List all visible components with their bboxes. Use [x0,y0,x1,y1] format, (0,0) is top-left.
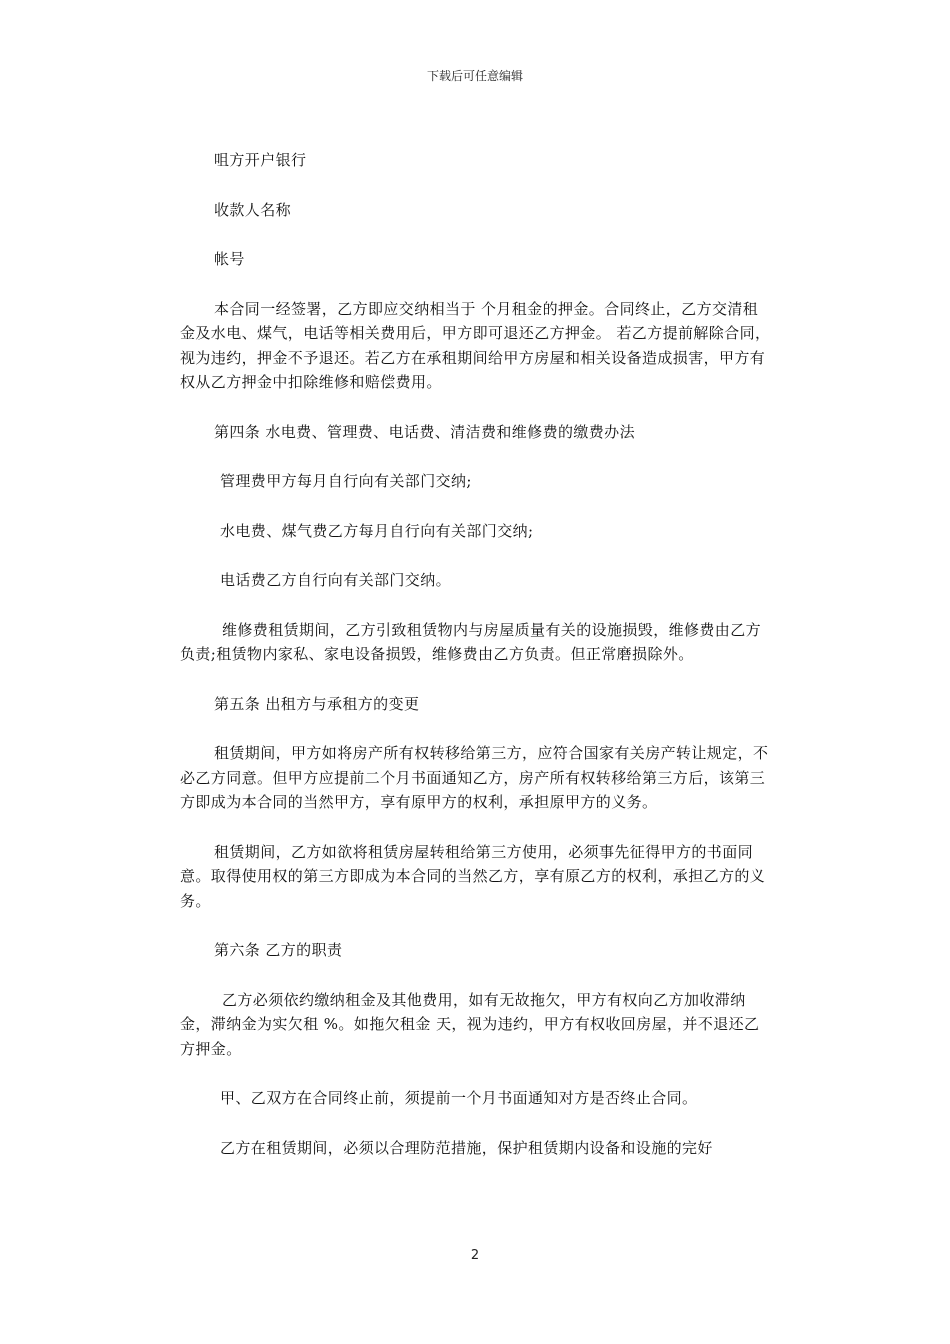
utility-fee-item: 水电费、煤气费乙方每月自行向有关部门交纳; [220,521,534,540]
management-fee-item: 管理费甲方每月自行向有关部门交纳; [220,472,472,490]
repair-fee-paragraph: 维修费租赁期间，乙方引致租赁物内与房屋质量有关的设施损毁，维修费由乙方负责;租赁物内家私、家电设备损毁，维修费由乙方负责。但正常磨损除外。 [180,620,762,663]
article-5-heading: 第五条 出租方与承租方的变更 [214,694,420,713]
document-body [180,148,772,1185]
payee-name-line: 收款人名称 [214,200,292,219]
page-header: 下载后可任意编辑 [426,69,523,83]
bank-line: 咀方开户银行 [214,151,307,169]
deposit-paragraph: 本合同一经签署，乙方即应交纳相当于 个月租金的押金。合同终止，乙方交清租金及水电、煤气，电话等相关费用后，甲方即可退还乙方押金。 若乙方提前解除合同，视为违约，押金不予退还。若乙方在承租期间给甲方房屋和相关设备造成损害，甲方有权从乙方押金中扣除维修和赔偿费用。 [180,299,771,391]
termination-notice-paragraph: 甲、乙双方在合同终止前，须提前一个月书面通知对方是否终止合同。 [220,1089,698,1107]
phone-fee-item: 电话费乙方自行向有关部门交纳。 [220,571,452,589]
account-number-line: 帐号 [214,250,245,268]
page-number: 2 [470,1248,480,1263]
maintenance-paragraph: 乙方在租赁期间，必须以合理防范措施，保护租赁期内设备和设施的完好 [220,1138,713,1157]
lessor-change-paragraph: 租赁期间，甲方如将房产所有权转移给第三方，应符合国家有关房产转让规定，不必乙方同意。但甲方应提前二个月书面通知乙方，房产所有权转移给第三方后，该第三方即成为本合同的当然甲方，享有原甲方的权利，承担原甲方的义务。 [180,744,769,811]
sublease-paragraph: 租赁期间，乙方如欲将租赁房屋转租给第三方使用，必须事先征得甲方的书面同意。取得使用权的第三方即成为本合同的当然乙方，享有原乙方的权利，承担乙方的义务。 [180,842,766,910]
late-fee-paragraph: 乙方必须依约缴纳租金及其他费用，如有无故拖欠，甲方有权向乙方加收滞纳金，滞纳金为实欠租 %。如拖欠租金 天，视为违约，甲方有权收回房屋，并不退还乙方押金。 [180,990,760,1058]
article-4-heading: 第四条 水电费、管理费、电话费、清洁费和维修费的缴费办法 [214,422,635,441]
article-6-heading: 第六条 乙方的职责 [214,941,343,959]
